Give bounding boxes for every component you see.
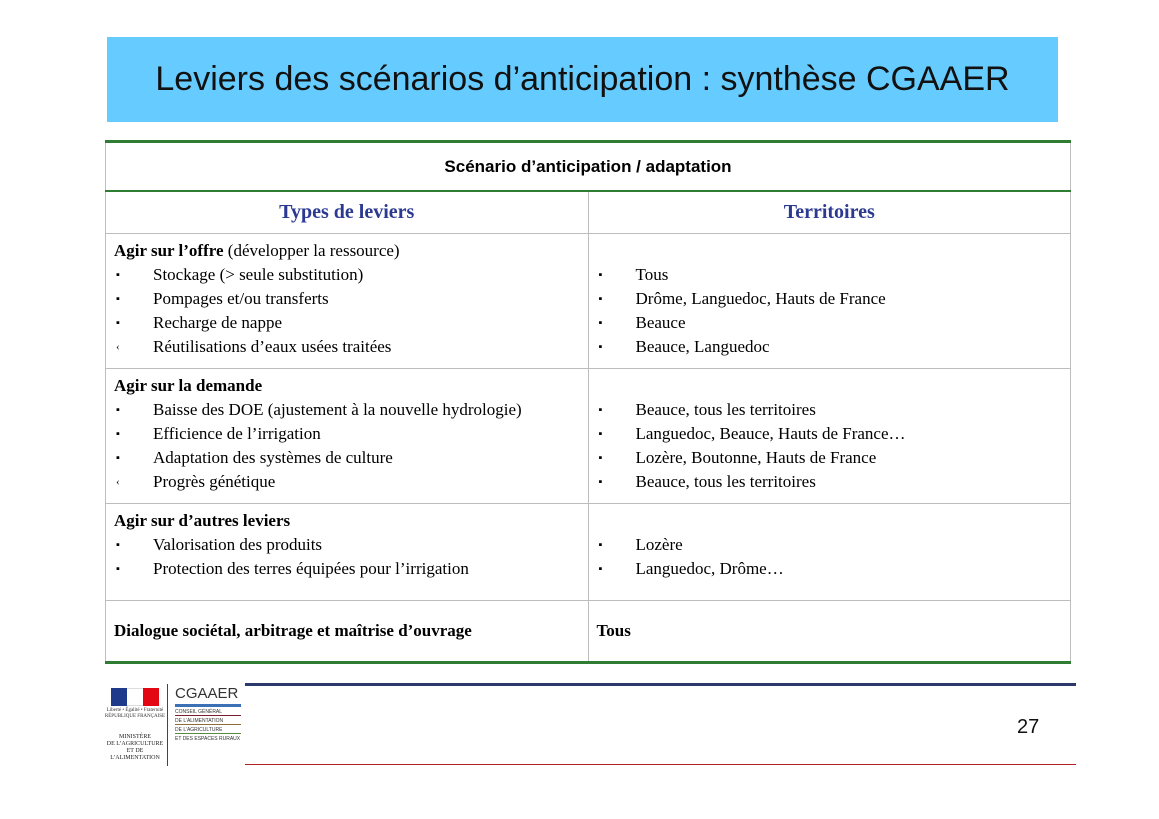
territories-cell — [588, 234, 1071, 369]
table-header-row — [106, 142, 1071, 192]
bullet-icon: ▪ — [598, 452, 603, 464]
list-item: ▪ Beauce — [597, 311, 1063, 335]
bullet-icon: ▪ — [116, 452, 120, 464]
column-header-row — [106, 191, 1071, 234]
bullet-icon: ▪ — [116, 269, 120, 281]
bullet-icon: ▪ — [116, 563, 120, 575]
bullet-icon: ‹ — [116, 476, 120, 488]
bullet-icon: ▪ — [116, 293, 120, 305]
list-item: ▪ Valorisation des produits — [114, 533, 580, 557]
group-title: Agir sur d’autres leviers — [114, 511, 291, 530]
bullet-icon: ▪ — [116, 404, 120, 416]
footer-divider-top — [245, 683, 1076, 686]
list-item: ▪ Efficience de l’irrigation — [114, 422, 580, 446]
bullet-icon: ▪ — [598, 539, 603, 551]
bullet-icon: ▪ — [598, 404, 603, 416]
table-row — [106, 369, 1071, 504]
list-item: ▪ Beauce, Languedoc — [597, 335, 1063, 359]
levers-cell — [106, 234, 589, 369]
group-title: Agir sur la demande — [114, 376, 263, 395]
bullet-icon: ▪ — [598, 476, 603, 488]
bullet-icon: ▪ — [598, 563, 603, 575]
levers-cell — [106, 369, 589, 504]
table-row — [106, 234, 1071, 369]
bullet-icon: ▪ — [116, 428, 120, 440]
french-flag-icon — [111, 688, 159, 706]
bullet-icon: ▪ — [598, 317, 603, 329]
slide-title-banner — [107, 37, 1058, 122]
list-item: ▪ Drôme, Languedoc, Hauts de France — [597, 287, 1063, 311]
list-item: ▪ Protection des terres équipées pour l’irrigation — [114, 557, 580, 581]
territories-cell — [588, 504, 1071, 601]
bullet-icon: ▪ — [116, 539, 120, 551]
cgaaer-logo: CGAAER CONSEIL GÉNÉRAL DE L’ALIMENTATION DE L’AGRICULTURE ET DES ESPACES RURAUX — [175, 685, 241, 742]
list-item: ▪ Baisse des DOE (ajustement à la nouvelle hydrologie) — [114, 398, 580, 422]
table-row — [106, 601, 1071, 663]
column-header-territories: Territoires — [588, 191, 1071, 234]
list-item: ▪ Stockage (> seule substitution) — [114, 263, 580, 287]
levers-table — [105, 140, 1071, 664]
levers-cell — [106, 504, 589, 601]
bullet-icon: ▪ — [598, 341, 603, 353]
footer-divider-bottom — [245, 764, 1076, 765]
list-item: ▪ Adaptation des systèmes de culture — [114, 446, 580, 470]
bullet-icon: ▪ — [598, 293, 603, 305]
bullet-icon: ▪ — [598, 428, 603, 440]
column-header-levers: Types de leviers — [106, 191, 589, 234]
list-item: ▪ Pompages et/ou transferts — [114, 287, 580, 311]
list-item: ▪ Beauce, tous les territoires — [597, 398, 1063, 422]
bullet-icon: ▪ — [116, 317, 120, 329]
list-item: ▪ Lozère — [597, 533, 1063, 557]
table-row — [106, 504, 1071, 601]
list-item: ▪ Tous — [597, 263, 1063, 287]
list-item: ▪ Languedoc, Drôme… — [597, 557, 1063, 581]
bullet-icon: ▪ — [598, 269, 603, 281]
list-item: ‹ Progrès génétique — [114, 470, 580, 494]
territories-cell: Tous — [588, 601, 1071, 663]
list-item: ▪ Beauce, tous les territoires — [597, 470, 1063, 494]
bullet-icon: ‹ — [116, 341, 120, 353]
list-item: ▪ Recharge de nappe — [114, 311, 580, 335]
levers-cell: Dialogue sociétal, arbitrage et maîtrise d’ouvrage — [106, 601, 589, 663]
ministry-logo: Liberté • Égalité • Fraternité RÉPUBLIQUE FRANÇAISE MINISTÈRE DE L’AGRICULTURE ET DE L’ALIMENTATION — [103, 684, 168, 766]
group-title: Agir sur l’offre (développer la ressource) — [114, 241, 400, 260]
list-item: ▪ Lozère, Boutonne, Hauts de France — [597, 446, 1063, 470]
territories-cell — [588, 369, 1071, 504]
page-number: 27 — [1017, 716, 1040, 738]
slide-title: Leviers des scénarios d’anticipation : synthèse CGAAER — [155, 60, 1010, 98]
list-item: ▪ Languedoc, Beauce, Hauts de France… — [597, 422, 1063, 446]
table-header: Scénario d’anticipation / adaptation — [106, 142, 1071, 192]
list-item: ‹ Réutilisations d’eaux usées traitées — [114, 335, 580, 359]
ministry-name: MINISTÈRE DE L’AGRICULTURE ET DE L’ALIMENTATION — [106, 734, 164, 761]
